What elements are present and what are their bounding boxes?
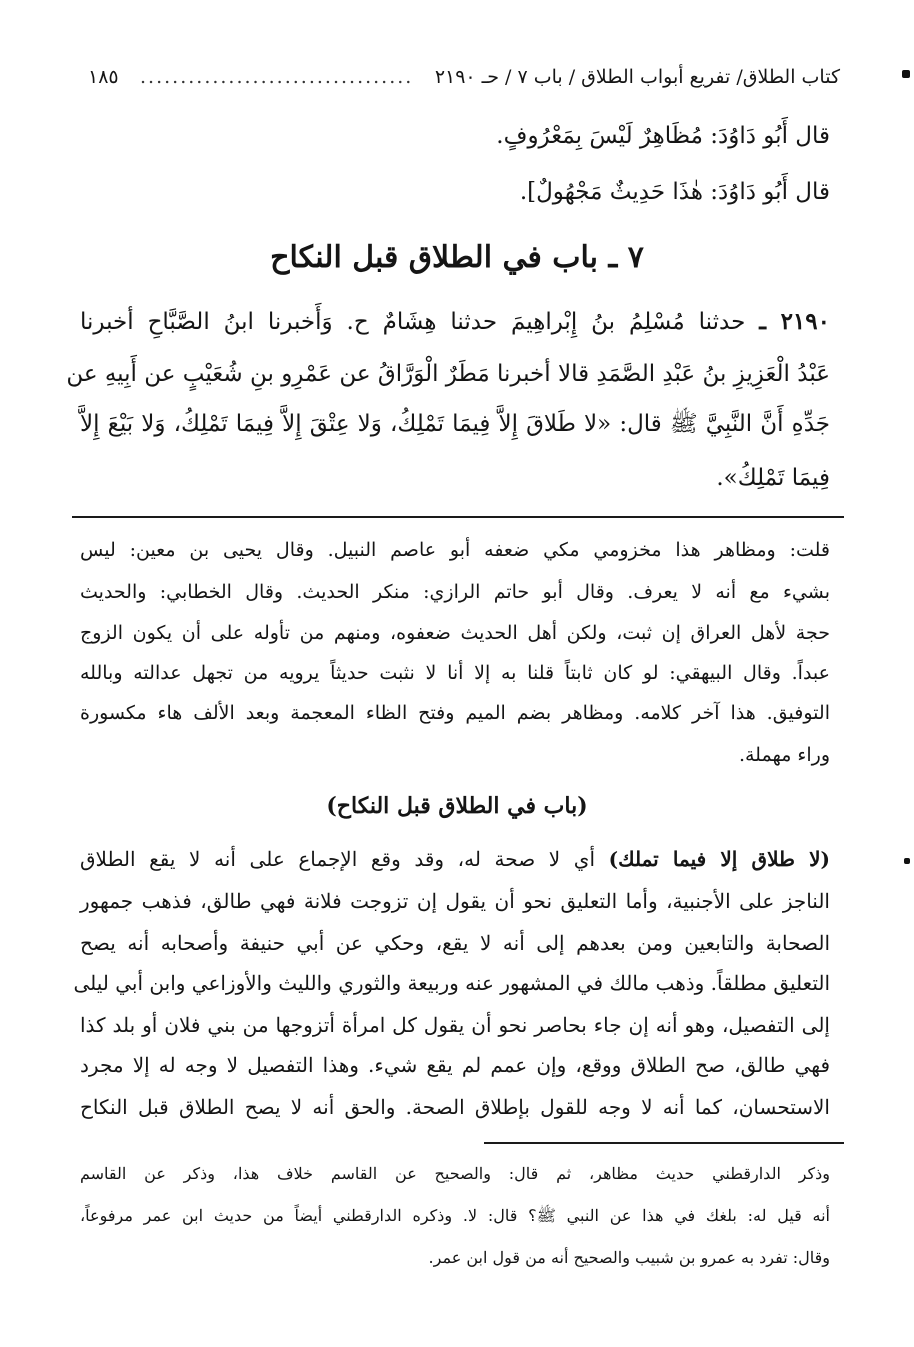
commentary-line: التوفيق. هذا آخر كلامه. ومظاهر بضم الميم وفتح الظاء المعجمة وبعد الألف هاء مكسورة <box>80 702 830 724</box>
footnote-divider <box>484 1142 844 1144</box>
hadith-line: عَبْدُ الْعَزِيزِ بنُ عَبْدِ الصَّمَدِ قالا أخبرنا مَطَرٌ الْوَرَّاقُ عن عَمْرِو بنِ شُعَيْبٍ عن أَبِيهِ عن <box>66 361 830 387</box>
commentary-lead: (لا طلاق إلا فيما تملك) <box>608 847 831 871</box>
running-head-title: كتاب الطلاق/ تفريع أبواب الطلاق / باب ٧ / حـ ٢١٩٠ <box>434 66 840 88</box>
commentary-heading: (باب في الطلاق قبل النكاح) <box>326 793 588 819</box>
chapter-heading: ٧ ـ باب في الطلاق قبل النكاح <box>270 240 644 275</box>
commentary-line: وراء مهملة. <box>738 744 830 766</box>
hadith-line: فِيمَا تَمْلِكُ». <box>716 465 830 491</box>
footnote-line: وقال: تفرد به عمرو بن شبيب والصحيح أنه من قول ابن عمر. <box>428 1248 830 1267</box>
footnote-line: وذكر الدارقطني حديث مظاهر، ثم قال: والصحيح عن القاسم خلاف هذا، وذكر عن القاسم <box>80 1164 830 1183</box>
page-number: ١٨٥ <box>88 66 119 88</box>
page-edge-mark <box>904 858 910 864</box>
hadith-line <box>80 302 830 342</box>
commentary-line <box>80 842 830 876</box>
commentary-line: عبداً. وقال البيهقي: لو كان ثابتاً قلنا به إلا أنا لا نثبت حديثاً يرويه من تجهل عدالته وبالله <box>80 662 830 684</box>
page-edge-mark <box>902 70 910 78</box>
commentary-line: إلى التفصيل، وهو أنه إن جاء بحاصر نحو أن يقول كل امرأة أتزوجها من بني فلان أو بلد كذا <box>80 1013 830 1037</box>
hadith-number: ٢١٩٠ ـ <box>759 308 830 335</box>
hadith-text: حدثنا مُسْلِمُ بنُ إِبْراهِيمَ حدثنا هِشَامٌ ح. وَأَخبرنا ابنُ الصَّبَّاحِ أخبرنا <box>80 309 746 335</box>
commentary-line: حجة لأهل العراق إن ثبت، ولكن أهل الحديث ضعفوه، ومنهم من تأوله على أن يكون الزوج <box>80 622 830 644</box>
footnote-line: أنه قيل له: بلغك في هذا عن النبي ﷺ؟ قال: لا. وذكره الدارقطني أيضاً من حديث ابن عمر مرفوعاً، <box>80 1206 830 1225</box>
main-text-line: قال أَبُو دَاوُدَ: هٰذَا حَدِيثٌ مَجْهُولٌ]. <box>519 179 830 205</box>
commentary-line: الاستحسان، كما أنه لا وجه للقول بإطلاق الصحة. والحق أنه لا يصح الطلاق قبل النكاح <box>80 1095 830 1119</box>
commentary-line: الصحابة والتابعين ومن بعدهم إلى أنه لا يقع، وحكي عن أبي حنيفة وأصحابه أنه يصح <box>80 931 830 955</box>
commentary-text: أي لا صحة له، وقد وقع الإجماع على أنه لا يقع الطلاق <box>80 847 596 871</box>
commentary-line: بشيء مع أنه لا يعرف. وقال أبو حاتم الرازي: منكر الحديث. وقال الخطابي: والحديث <box>80 581 830 603</box>
hadith-line: جَدِّهِ أَنَّ النَّبِيَّ ﷺ قال: «لا طَلاقَ إِلاَّ فِيمَا تَمْلِكُ، وَلا عِتْقَ إِلاَّ فِيمَا تَمْلِكُ، وَلا بَيْعَ إِلاَّ <box>80 411 830 437</box>
leader-dots: .................................. <box>140 66 414 88</box>
running-header <box>88 62 840 92</box>
section-divider <box>72 516 844 518</box>
commentary-line: الناجز على الأجنبية، وأما التعليق نحو أن يقول إن تزوجت فلانة فهي طالق، فذهب جمهور <box>80 889 830 913</box>
main-text-line: قال أَبُو دَاوُدَ: مُظَاهِرٌ لَيْسَ بِمَعْرُوفٍ. <box>496 123 830 149</box>
commentary-line: قلت: ومظاهر هذا مخزومي مكي ضعفه أبو عاصم النبيل. وقال يحيى بن معين: ليس <box>80 539 830 561</box>
commentary-line: فهي طالق، صح الطلاق ووقع، وإن عمم لم يقع شيء. وهذا التفصيل لا وجه له إلا مجرد <box>80 1053 830 1077</box>
commentary-line: التعليق مطلقاً. وذهب مالك في المشهور عنه وربيعة والثوري والليث والأوزاعي وابن أبي ليلى <box>73 971 830 995</box>
